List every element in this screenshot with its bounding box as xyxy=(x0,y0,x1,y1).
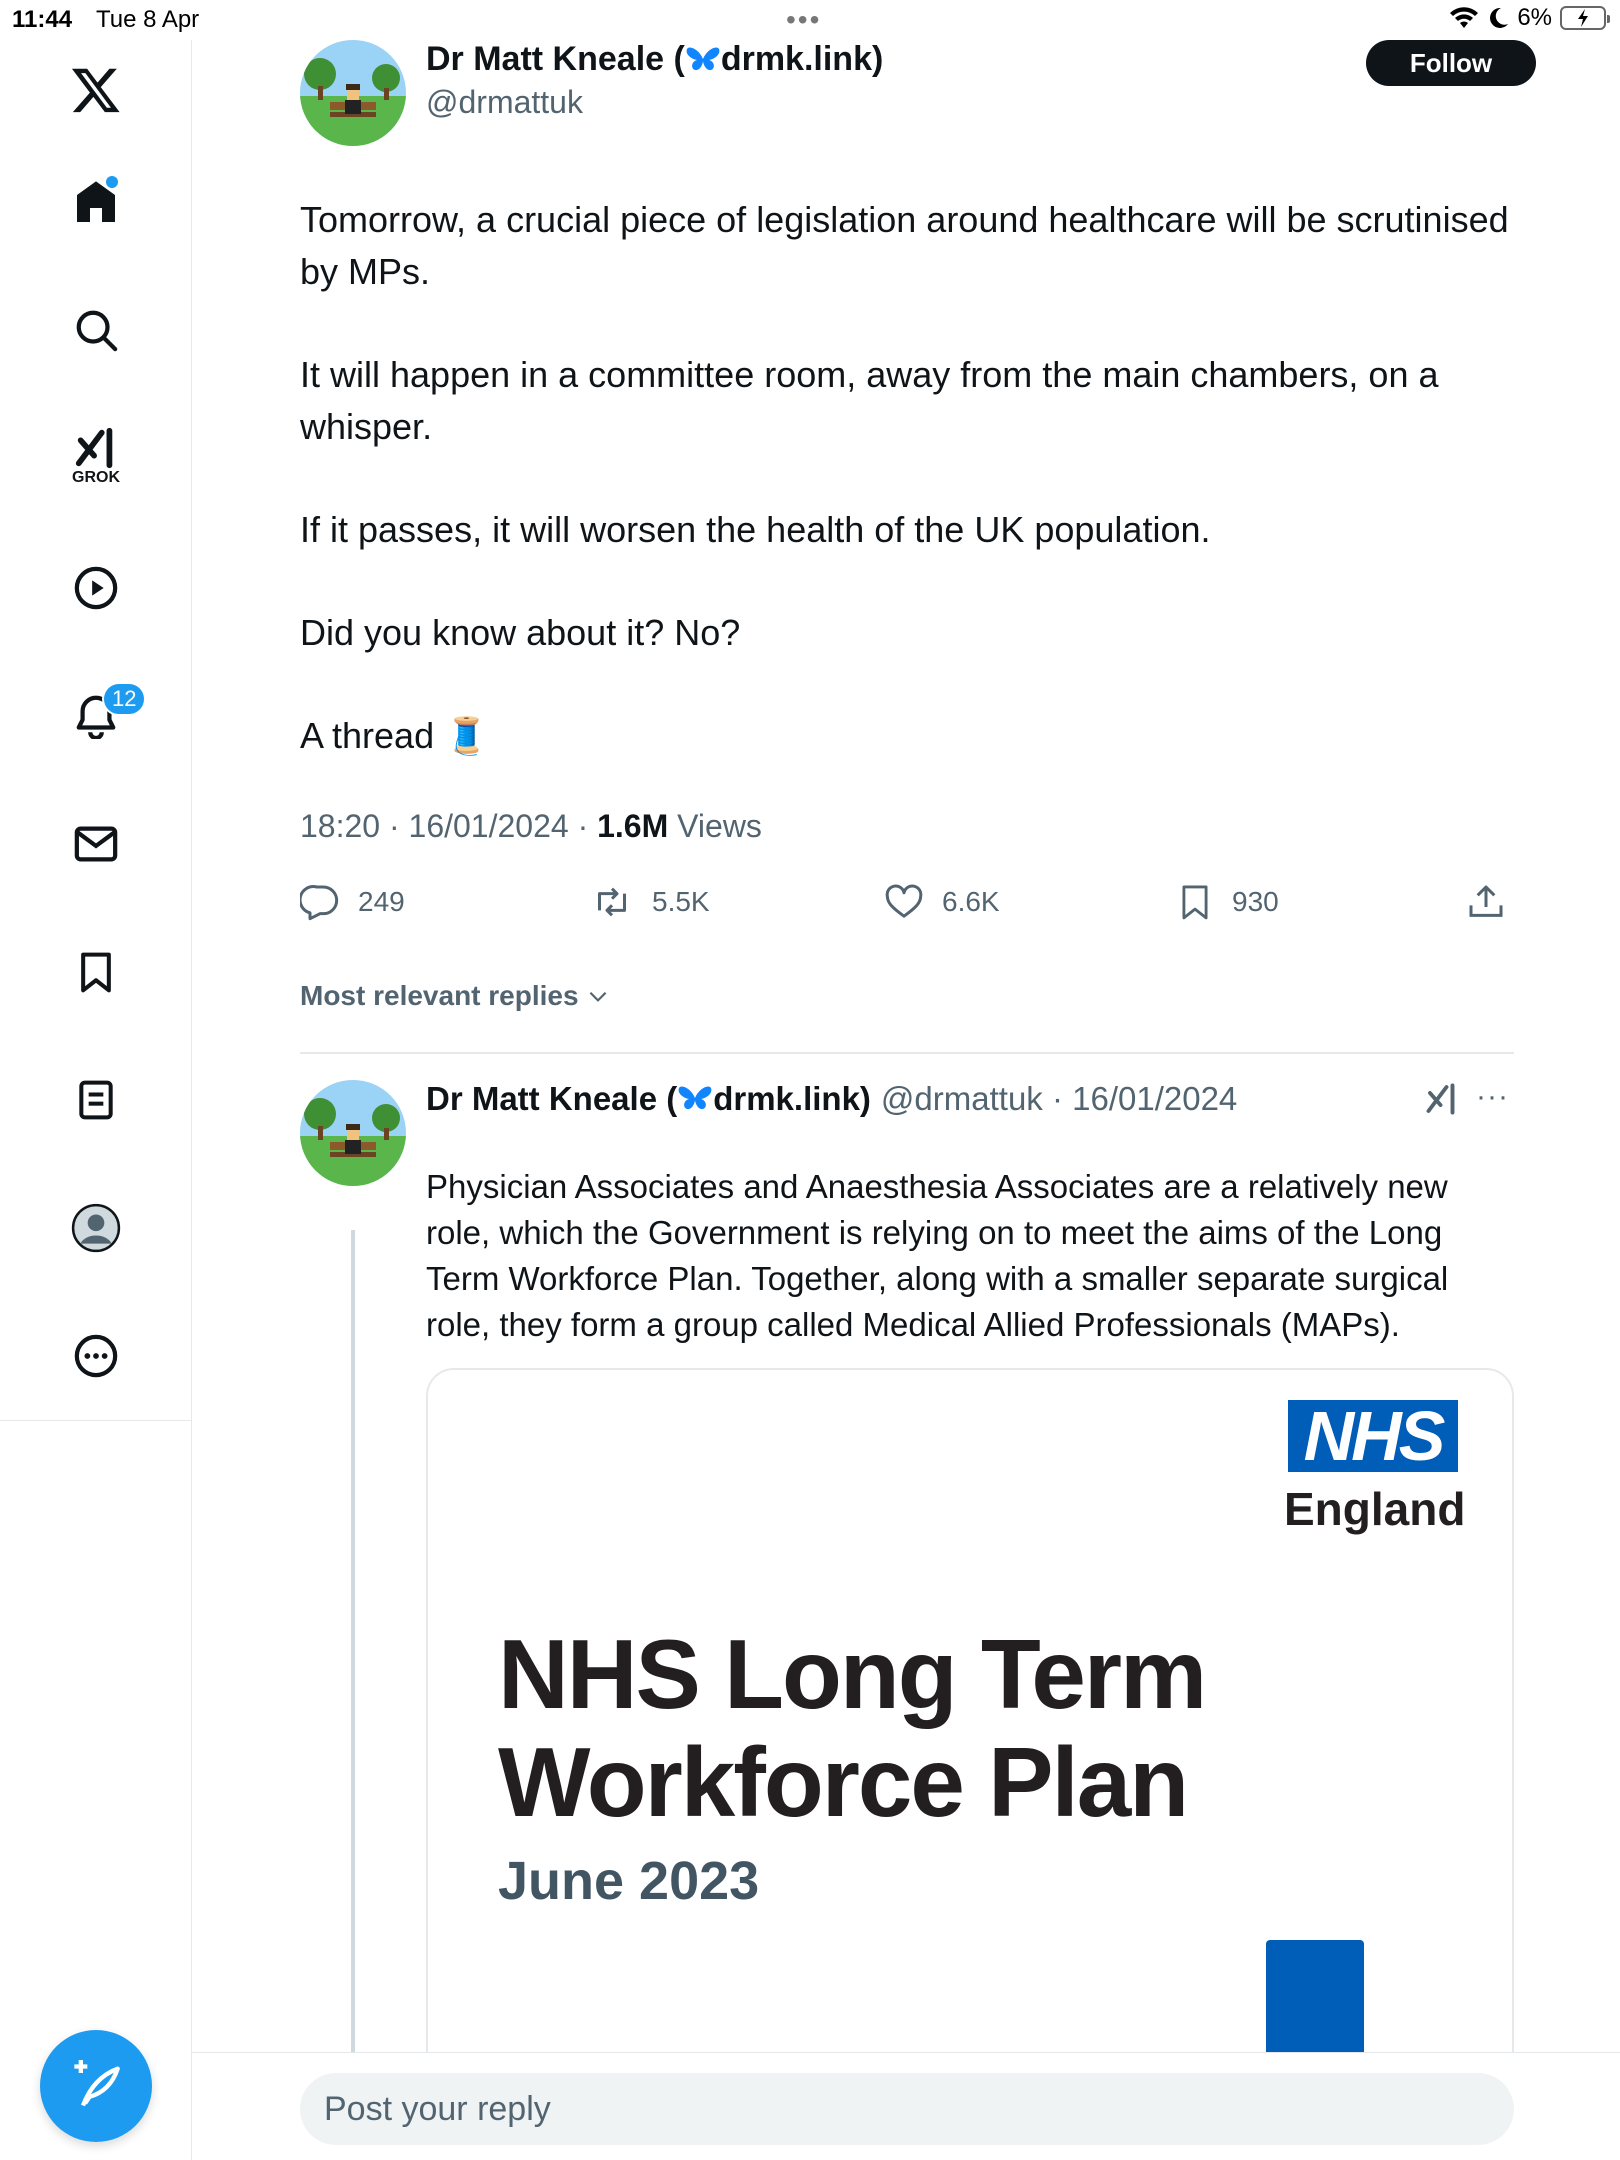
reply-count: 249 xyxy=(358,886,405,917)
author-handle[interactable]: @drmattuk xyxy=(426,84,583,120)
reply-avatar[interactable] xyxy=(300,1080,406,1186)
reply-text: Physician Associates and Anaesthesia Associates are a relatively new role, which the Government is relying on to meet the aims of the Long Term Workforce Plan. Together, along with a smaller separate surgical role, they form a group called Medical Allied Professionals (MAPs). xyxy=(426,1168,1449,1343)
tweet-paragraph: If it passes, it will worsen the health of the UK population. xyxy=(300,509,1211,550)
wifi-icon xyxy=(1449,6,1479,30)
reply-handle-date[interactable]: @drmattuk · 16/01/2024 xyxy=(880,1080,1238,1117)
like-count: 6.6K xyxy=(942,886,1000,917)
plan-title: NHS Long Term Workforce Plan xyxy=(498,1619,1206,1837)
status-date: Tue 8 Apr xyxy=(96,6,200,33)
sidebar-item-home[interactable] xyxy=(56,162,136,242)
sidebar-item-more[interactable] xyxy=(56,1316,136,1396)
reply-composer-bar xyxy=(192,2052,1620,2160)
tweet-paragraph: A thread 🧵 xyxy=(300,715,489,756)
sidebar-item-profile[interactable] xyxy=(56,1188,136,1268)
sidebar-item-notifications[interactable] xyxy=(56,676,136,756)
battery-icon xyxy=(1560,6,1606,30)
reply-media-image[interactable] xyxy=(426,1368,1514,2128)
sidebar-item-videos[interactable] xyxy=(56,548,136,628)
plan-date: June 2023 xyxy=(498,1851,760,1911)
feather-plus-icon xyxy=(70,2060,122,2112)
tweet-timestamp[interactable]: 18:20 · 16/01/2024 · xyxy=(300,808,598,844)
repost-icon xyxy=(590,882,634,922)
more-icon xyxy=(73,1333,119,1379)
more-options-icon[interactable]: ··· xyxy=(1476,1080,1509,1113)
reply-button[interactable] xyxy=(300,882,405,922)
butterfly-icon xyxy=(685,45,721,75)
tweet-text xyxy=(300,194,1514,813)
replies-sort-dropdown[interactable]: Most relevant replies xyxy=(300,980,611,1012)
tweet-meta xyxy=(300,808,762,845)
moon-icon xyxy=(1487,6,1509,30)
repost-button[interactable] xyxy=(590,882,710,922)
sidebar-item-bookmarks[interactable] xyxy=(56,932,136,1012)
cover-blue-block xyxy=(1266,1940,1364,2070)
like-button[interactable] xyxy=(884,882,1000,922)
grok-label: GROK xyxy=(72,469,120,486)
sidebar-item-messages[interactable] xyxy=(56,804,136,884)
x-logo-icon[interactable] xyxy=(56,50,136,130)
heart-icon xyxy=(884,882,924,922)
comment-icon xyxy=(300,882,340,922)
views-count: 1.6M xyxy=(597,808,669,844)
compose-post-button[interactable] xyxy=(40,2030,152,2142)
sidebar-item-lists[interactable] xyxy=(56,1060,136,1140)
home-unread-dot xyxy=(106,176,118,188)
reply-input[interactable] xyxy=(300,2073,1514,2145)
bookmark-button[interactable] xyxy=(1176,882,1279,922)
grok-explain-icon[interactable] xyxy=(1424,1080,1460,1123)
search-icon xyxy=(73,307,119,353)
nhs-england-label: England xyxy=(1284,1483,1466,1535)
status-time: 11:44 xyxy=(12,6,73,33)
thread-line xyxy=(351,1230,355,2110)
nhs-logo: NHS xyxy=(1288,1400,1458,1472)
butterfly-icon xyxy=(677,1084,713,1114)
list-icon xyxy=(74,1077,118,1123)
share-icon xyxy=(1466,882,1506,922)
play-icon xyxy=(73,565,119,611)
tweet-paragraph: Tomorrow, a crucial piece of legislation around healthcare will be scrutinised by MPs. xyxy=(300,199,1509,292)
views-label: Views xyxy=(668,808,762,844)
sidebar xyxy=(0,40,192,2160)
battery-percent: 6% xyxy=(1517,4,1552,31)
reply-author-name[interactable]: Dr Matt Kneale ( drmk.link) xyxy=(426,1080,871,1117)
author-name[interactable]: Dr Matt Kneale ( drmk.link) xyxy=(426,40,884,78)
status-bar xyxy=(0,0,1620,40)
mail-icon xyxy=(73,821,119,867)
tweet-actions xyxy=(300,882,1514,942)
chevron-down-icon xyxy=(585,983,611,1009)
grok-icon xyxy=(72,425,120,471)
sidebar-divider xyxy=(0,1420,192,1421)
bookmark-count: 930 xyxy=(1232,886,1279,917)
profile-icon xyxy=(71,1203,121,1253)
multitasking-dots-icon[interactable]: ••• xyxy=(786,4,822,35)
notification-badge: 12 xyxy=(102,682,146,716)
reply-header xyxy=(426,1080,1237,1118)
bookmark-icon xyxy=(74,949,118,995)
repost-count: 5.5K xyxy=(652,886,710,917)
divider xyxy=(300,1052,1514,1054)
share-button[interactable] xyxy=(1466,882,1506,922)
follow-button[interactable]: Follow xyxy=(1366,40,1536,86)
tweet-paragraph: Did you know about it? No? xyxy=(300,612,741,653)
tweet-paragraph: It will happen in a committee room, away from the main chambers, on a whisper. xyxy=(300,354,1439,447)
sidebar-item-grok[interactable] xyxy=(56,416,136,496)
author-avatar[interactable] xyxy=(300,40,406,146)
status-right xyxy=(1449,4,1606,32)
bookmark-icon xyxy=(1176,882,1214,922)
sidebar-item-search[interactable] xyxy=(56,290,136,370)
